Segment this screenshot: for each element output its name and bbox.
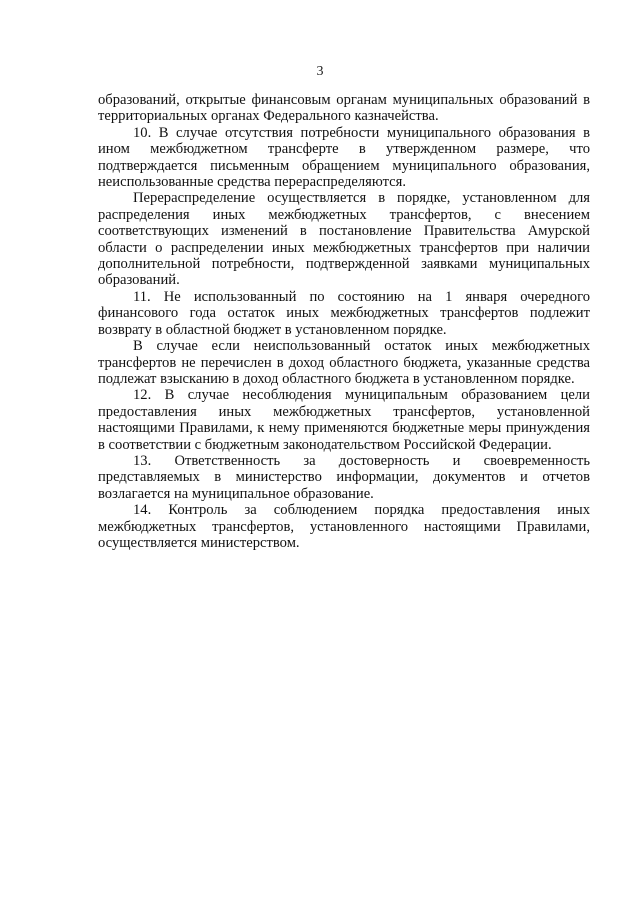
paragraph-12: 12. В случае несоблюдения муниципальным образованием цели предоставления иных межбюджетных трансфертов, установленной настоящими Правилами, к нему применяются бюджетные меры принуждения в соответствии с бюджетным законодательством Российской Федерации. — [98, 387, 590, 453]
paragraph-10: 10. В случае отсутствия потребности муниципального образования в ином межбюджетном трансферте в утвержденном размере, что подтверждается письменным обращением муниципального образования, неиспользованные средства перераспределяются. — [98, 124, 590, 191]
paragraph-13: 13. Ответственность за достоверность и своевременность представляемых в министерство информации, документов и отчетов возлагается на муниципальное образование. — [98, 452, 590, 502]
paragraph-recovery: В случае если неиспользованный остаток иных межбюджетных трансфертов не перечислен в доход областного бюджета, указанные средства подлежат взысканию в доход областного бюджета в установленном порядке. — [98, 338, 590, 387]
paragraph-continuation: образований, открытые финансовым органам муниципальных образований в территориальных органах Федерального казначейства. — [98, 92, 590, 125]
paragraph-14: 14. Контроль за соблюдением порядка предоставления иных межбюджетных трансфертов, установленного настоящими Правилами, осуществляется министерством. — [98, 502, 590, 551]
document-body — [98, 92, 590, 551]
page-number: 3 — [316, 64, 324, 79]
paragraph-redistribution: Перераспределение осуществляется в порядке, установленном для распределения иных межбюджетных трансфертов, с внесением соответствующих изменений в постановление Правительства Амурской области о распределении иных межбюджетных трансфертов при наличии дополнительной потребности, подтвержденной заявками муниципальных образований. — [98, 190, 590, 289]
paragraph-11: 11. Не использованный по состоянию на 1 января очередного финансового года остаток иных межбюджетных трансфертов подлежит возврату в областной бюджет в установленном порядке. — [98, 288, 590, 338]
